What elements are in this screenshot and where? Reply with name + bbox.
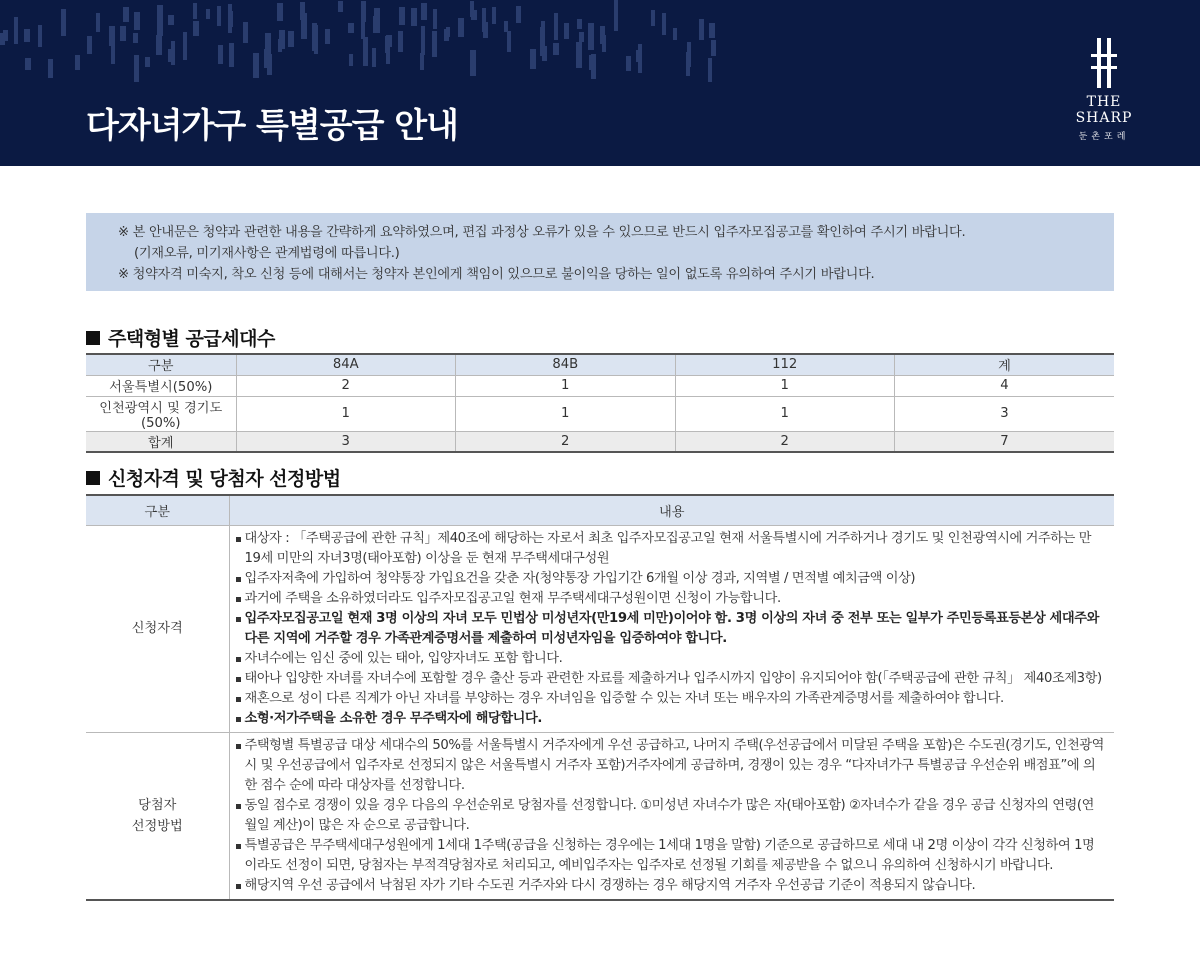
pattern-stripe [614,0,618,31]
supply-table [86,353,1114,453]
pattern-stripe [399,7,405,25]
pattern-stripe [24,29,30,42]
pattern-stripe [123,7,129,22]
pattern-stripe [193,3,197,19]
pattern-stripe [25,58,31,70]
pattern-stripe [14,29,18,44]
row-label-eligibility: 신청자격 [86,525,229,732]
table-header-cell: 112 [675,354,895,375]
pattern-stripe [708,58,712,82]
table-cell: 1 [456,396,676,431]
pattern-stripe [3,30,8,41]
table-header-cell: 구분 [86,495,229,525]
table-row [86,396,1114,431]
pattern-stripe [673,28,677,40]
pattern-stripe [338,1,343,12]
table-total-row [86,431,1114,452]
table-cell: 2 [675,431,895,452]
pattern-stripe [134,55,139,82]
bullet-list [236,529,1107,729]
brand-logo [1058,38,1150,142]
table-cell: 4 [895,375,1115,396]
pattern-stripe [686,52,690,76]
table-cell: 1 [675,396,895,431]
pattern-stripe [421,26,425,55]
section-bullet-icon [86,471,100,485]
row-label-line: 선정방법 [131,818,183,834]
pattern-stripe [372,48,376,67]
pattern-stripe [134,12,140,30]
pattern-stripe [253,53,259,72]
table-header-cell: 84B [456,354,676,375]
pattern-stripe [373,16,377,33]
eligibility-table [86,494,1114,901]
pattern-stripe [638,44,642,73]
pattern-stripe [591,54,596,79]
pattern-stripe [87,36,92,54]
pattern-stripe [243,25,248,37]
pattern-stripe [492,7,496,24]
header-pattern-decoration [0,0,720,82]
pattern-stripe [314,25,318,54]
pattern-stripe [507,31,511,52]
list-item: 과거에 주택을 소유하였더라도 입주자모집공고일 현재 무주택세대구성원이면 신청이 가능합니다. [236,589,1107,609]
row-label-line: 당첨자 [138,797,177,813]
pattern-stripe [398,31,403,52]
pattern-stripe [157,5,163,36]
section-title-eligibility [86,464,341,491]
pattern-stripe [470,50,476,76]
pattern-stripe [48,59,53,78]
pattern-stripe [421,3,427,20]
pattern-stripe [361,13,365,39]
table-cell: 서울특별시(50%) [86,375,236,396]
pattern-stripe [420,53,424,70]
pattern-stripe [156,35,162,55]
pattern-stripe [411,8,417,26]
pattern-stripe [600,26,605,44]
pattern-stripe [626,56,631,71]
table-header-row [86,354,1114,375]
list-item: 입주자저축에 가입하여 청약통장 가입요건을 갖춘 자(청약통장 가입기간 6개월 이상 경과, 지역별 / 면적별 예치금액 이상) [236,569,1107,589]
list-item: 해당지역 우선 공급에서 낙첨된 자가 기타 수도권 거주자와 다시 경쟁하는 경우 해당지역 거주자 우선공급 기준이 적용되지 않습니다. [236,876,1107,896]
page-title: 다자녀가구 특별공급 안내 [86,106,458,146]
table-cell: 1 [236,396,456,431]
list-item: 입주자모집공고일 현재 3명 이상의 자녀 모두 민법상 미성년자(만19세 미만)이어야 함. 3명 이상의 자녀 중 전부 또는 일부가 주민등록표등본상 세대주와 다른 지역에 거주할 경우 가족관계증명서를 제출하여 미성년자임을 입증하여야 합니다. [236,609,1107,649]
bullet-list [236,736,1107,896]
brand-logo-subtext: 둔촌포레 [1078,132,1130,142]
pattern-stripe [75,55,80,70]
pattern-stripe [446,27,450,37]
pattern-stripe [168,49,172,62]
pattern-stripe [217,6,221,26]
pattern-stripe [554,13,558,40]
pattern-stripe [349,54,353,66]
pattern-stripe [301,13,307,39]
pattern-stripe [109,26,115,46]
pattern-stripe [651,10,655,26]
row-content [229,732,1114,900]
list-item: 동일 점수로 경쟁이 있을 경우 다음의 우선순위로 당첨자를 선정합니다. ①미성년 자녀수가 많은 자(태아포함) ②자녀수가 같을 경우 공급 신청자의 연령(연월일 계산)이 많은 자 순으로 공급합니다. [236,796,1107,836]
table-cell: 합계 [86,431,236,452]
pattern-stripe [662,13,666,35]
pattern-stripe [516,6,521,23]
pattern-stripe [96,13,100,32]
pattern-stripe [61,9,66,36]
row-content [229,525,1114,732]
list-item: 태아나 입양한 자녀를 자녀수에 포함할 경우 출산 등과 관련한 자료를 제출하거나 입주시까지 입양이 유지되어야 함(「주택공급에 관한 규칙」 제40조제3항) [236,669,1107,689]
section-title-supply [86,324,275,351]
pattern-stripe [482,8,486,32]
table-cell: 7 [895,431,1115,452]
pattern-stripe [265,33,271,57]
section-title-text: 주택형별 공급세대수 [108,328,275,350]
pattern-stripe [553,43,559,55]
table-cell: 인천광역시 및 경기도 (50%) [86,396,236,431]
table-header-cell: 구분 [86,354,236,375]
pattern-stripe [193,21,199,36]
list-item: 특별공급은 무주택세대구성원에게 1세대 1주택(공급을 신청하는 경우에는 1세대 1명을 말함) 기준으로 공급하므로 세대 내 2명 이상이 각각 신청하여 1명이라도 선정이 되면, 당첨자는 부적격당첨자로 처리되고, 예비입주자는 입주자로 선정될 기회를 제공받을 수 없으니 유의하여 신청하시기 바랍니다. [236,836,1107,876]
pattern-stripe [288,31,294,47]
pattern-stripe [229,43,234,67]
pattern-stripe [325,29,330,44]
pattern-stripe [699,19,704,40]
table-cell: 2 [236,375,456,396]
table-cell: 2 [456,431,676,452]
pattern-stripe [348,23,354,33]
pattern-stripe [577,19,582,29]
row-label-selection-method [86,732,229,900]
pattern-stripe [133,33,138,43]
brand-logo-text: THE SHARP [1075,94,1133,126]
list-item: 대상자 : 「주택공급에 관한 규칙」제40조에 해당하는 자로서 최초 입주자모집공고일 현재 서울특별시에 거주하거나 경기도 및 인천광역시에 거주하는 만19세 미만의 자녀3명(태아포함) 이상을 둔 현재 무주택세대구성원 [236,529,1107,569]
pattern-stripe [38,25,42,47]
pattern-stripe [709,23,715,38]
table-row [86,375,1114,396]
pattern-stripe [433,9,437,29]
table-header-row [86,495,1114,525]
section-bullet-icon [86,331,100,345]
pattern-stripe [458,18,464,37]
pattern-stripe [278,39,282,52]
table-cell: 3 [895,396,1115,431]
pattern-stripe [504,21,508,32]
section-title-text: 신청자격 및 당첨자 선정방법 [108,468,341,490]
pattern-stripe [218,45,223,64]
pattern-stripe [540,27,545,56]
pattern-stripe [206,9,210,19]
pattern-stripe [228,11,233,27]
page-header [0,0,1200,166]
table-header-cell: 내용 [229,495,1114,525]
pattern-stripe [470,1,474,17]
pattern-stripe [145,57,150,67]
pattern-stripe [277,3,283,21]
table-cell: 1 [675,375,895,396]
pattern-stripe [120,26,126,41]
table-row [86,525,1114,732]
notice-line: ※ 본 안내문은 청약과 관련한 내용을 간략하게 요약하였으며, 편집 과정상 오류가 있을 수 있으므로 반드시 입주자모집공고를 확인하여 주시기 바랍니다. [118,225,966,240]
list-item: 재혼으로 성이 다른 직계가 아닌 자녀를 부양하는 경우 자녀임을 입증할 수 있는 자녀 또는 배우자의 가족관계증명서를 제출하여야 합니다. [236,689,1107,709]
pattern-stripe [588,23,594,50]
notice-line: (기재오류, 미기재사항은 관계법령에 따릅니다.) [134,246,400,261]
notice-line: ※ 청약자격 미숙지, 착오 신청 등에 대해서는 청약자 본인에게 책임이 있으므로 불이익을 당하는 일이 없도록 유의하여 주시기 바랍니다. [118,267,875,282]
pattern-stripe [576,42,582,68]
table-header-cell: 계 [895,354,1115,375]
pattern-stripe [363,37,368,66]
pattern-stripe [530,49,536,69]
table-row [86,732,1114,900]
table-header-cell: 84A [236,354,456,375]
pattern-stripe [711,40,716,56]
table-cell: 3 [236,431,456,452]
pattern-stripe [564,23,569,39]
pattern-stripe [385,36,390,53]
pattern-stripe [183,32,187,60]
list-item: 자녀수에는 임신 중에 있는 태아, 입양자녀도 포함 합니다. [236,649,1107,669]
brand-logo-mark-icon [1091,38,1117,88]
notice-box [86,213,1114,291]
list-item: 소형·저가주택을 소유한 경우 무주택자에 해당합니다. [236,709,1107,729]
list-item: 주택형별 특별공급 대상 세대수의 50%를 서울특별시 거주자에게 우선 공급하고, 나머지 주택(우선공급에서 미달된 주택을 포함)은 수도권(경기도, 인천광역시 및 우선공급에서 입주자로 선정되지 않은 서울특별시 거주자 포함)거주자에게 공급하며, 경쟁이 있는 경우 “다자녀가구 특별공급 우선순위 배점표”에 의한 점수 순에 따라 대상자를 선정합니다. [236,736,1107,796]
pattern-stripe [579,32,584,42]
table-cell: 1 [456,375,676,396]
pattern-stripe [168,15,174,25]
pattern-stripe [432,31,437,53]
